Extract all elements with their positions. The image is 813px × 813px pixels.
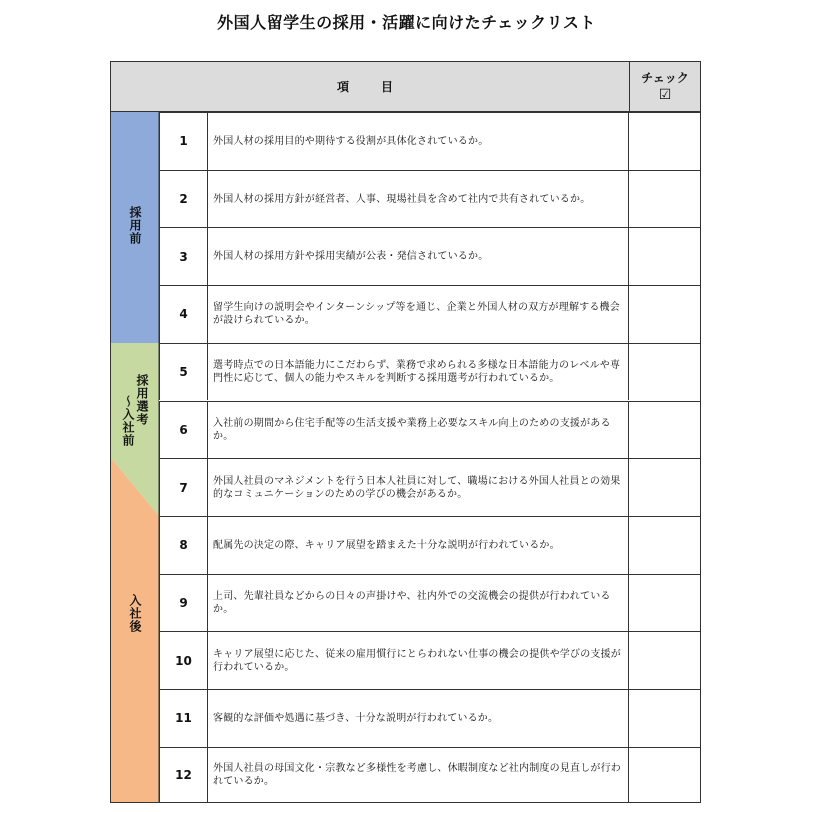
row-number: 2 — [159, 171, 208, 228]
row-item-text: 客観的な評価や処遇に基づき、十分な説明が行われているか。 — [208, 690, 629, 747]
table-header — [110, 61, 701, 112]
check-cell[interactable] — [629, 632, 700, 689]
phase-label-before: 採用前 — [128, 206, 142, 245]
row-item-text: 外国人材の採用方針が経営者、人事、現場社員を含めて社内で共有されているか。 — [208, 171, 629, 228]
phase-label-after: 入社後 — [128, 594, 142, 633]
table-row — [159, 170, 701, 228]
table-row — [159, 516, 701, 574]
page-title: 外国人留学生の採用・活躍に向けたチェックリスト — [217, 13, 596, 32]
row-number: 8 — [159, 517, 208, 574]
phase-label-selection-a: 採用選考 — [135, 374, 149, 426]
check-cell[interactable] — [629, 575, 700, 632]
row-number: 12 — [159, 748, 208, 802]
row-number: 3 — [159, 228, 208, 285]
row-item-text: 外国人材の採用目的や期待する役割が具体化されているか。 — [208, 113, 629, 170]
table-row — [159, 112, 701, 170]
table-row — [159, 689, 701, 747]
header-item-label: 項 目 — [111, 62, 630, 111]
table-row — [159, 401, 701, 459]
header-check-label: チェック — [641, 70, 689, 85]
check-cell[interactable] — [629, 402, 700, 459]
phase-column — [111, 112, 159, 802]
row-item-text: 上司、先輩社員などからの日々の声掛けや、社内外での交流機会の提供が行われているか。 — [208, 575, 629, 632]
check-cell[interactable] — [629, 690, 700, 747]
check-cell[interactable] — [629, 228, 700, 285]
row-number: 7 — [159, 459, 208, 516]
row-number: 10 — [159, 632, 208, 689]
check-cell[interactable] — [629, 517, 700, 574]
row-item-text: 選考時点での日本語能力にこだわらず、業務で求められる多様な日本語能力のレベルや専門性に応じて、個人の能力やスキルを判断する採用選考が行われているか。 — [208, 344, 629, 401]
row-item-text: 外国人社員の母国文化・宗教など多様性を考慮し、休暇制度など社内制度の見直しが行われているか。 — [208, 748, 629, 802]
header-check-column — [630, 62, 700, 111]
row-number: 11 — [159, 690, 208, 747]
check-cell[interactable] — [629, 171, 700, 228]
row-item-text: キャリア展望に応じた、従来の雇用慣行にとらわれない仕事の機会の提供や学びの支援が行われているか。 — [208, 632, 629, 689]
row-item-text: 入社前の期間から住宅手配等の生活支援や業務上必要なスキル向上のための支援があるか。 — [208, 402, 629, 459]
check-cell[interactable] — [629, 459, 700, 516]
row-number: 5 — [159, 344, 208, 401]
table-row — [159, 574, 701, 632]
check-cell[interactable] — [629, 286, 700, 343]
row-item-text: 配属先の決定の際、キャリア展望を踏まえた十分な説明が行われているか。 — [208, 517, 629, 574]
row-item-text: 外国人材の採用方針や採用実績が公表・発信されているか。 — [208, 228, 629, 285]
row-item-text: 外国人社員のマネジメントを行う日本人社員に対して、職場における外国人社員との効果的なコミュニケーションのための学びの機会があるか。 — [208, 459, 629, 516]
table-row — [159, 227, 701, 285]
row-number: 6 — [159, 402, 208, 459]
check-cell[interactable] — [629, 748, 700, 802]
checkbox-icon: ☑ — [658, 86, 672, 103]
table-row — [159, 747, 701, 803]
table-row — [159, 631, 701, 689]
row-item-text: 留学生向けの説明会やインターンシップ等を通じ、企業と外国人材の双方が理解する機会が設けられているか。 — [208, 286, 629, 343]
phase-label-selection-b: ～入社前 — [121, 395, 135, 447]
check-cell[interactable] — [629, 113, 700, 170]
row-number: 4 — [159, 286, 208, 343]
row-number: 1 — [159, 113, 208, 170]
table-row — [159, 285, 701, 343]
table-row — [159, 343, 701, 401]
check-cell[interactable] — [629, 344, 700, 401]
table-row — [159, 458, 701, 516]
row-number: 9 — [159, 575, 208, 632]
